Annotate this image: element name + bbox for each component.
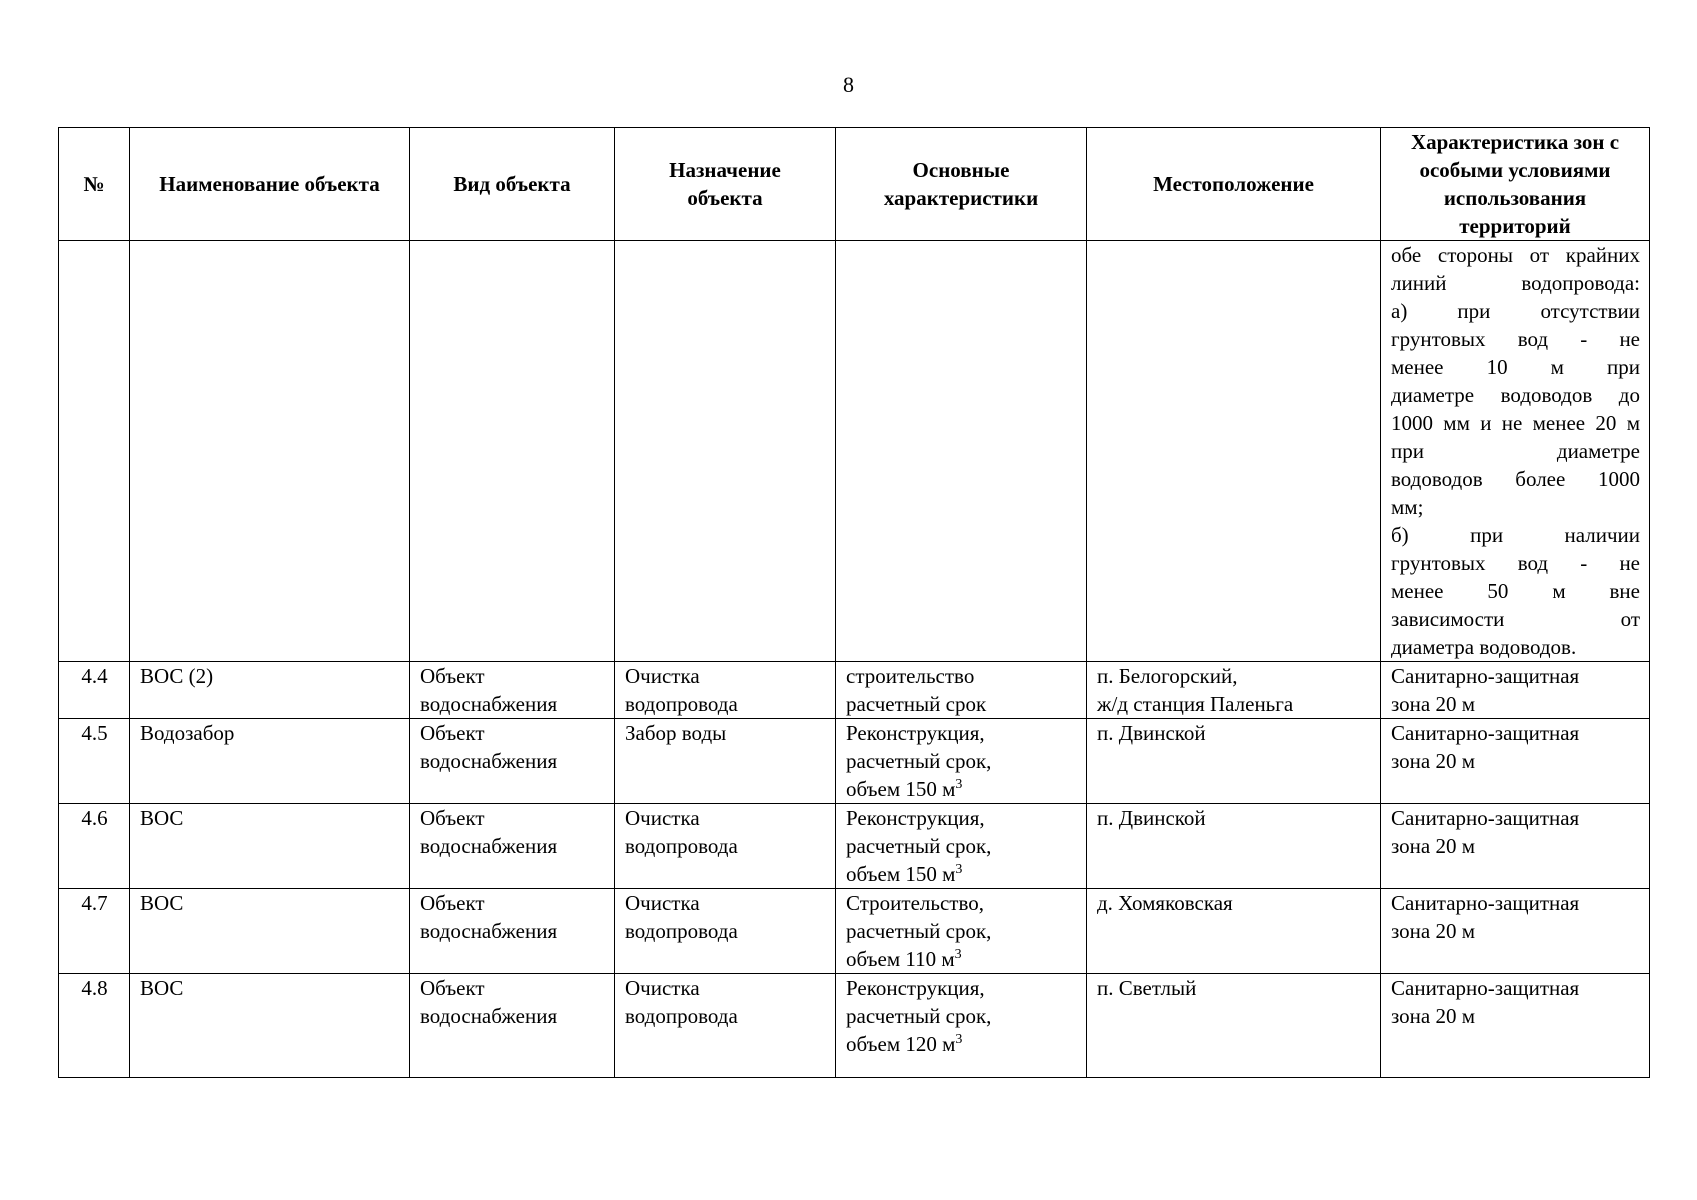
chars-line: расчетный срок, <box>846 919 992 943</box>
purpose-line: водопровода <box>625 834 738 858</box>
continuation-row <box>59 241 1650 662</box>
location-line: п. Светлый <box>1097 976 1197 1000</box>
header-object-purpose: Назначение объекта <box>615 128 836 241</box>
table-row <box>59 662 1650 719</box>
zone-line: Санитарно-защитная <box>1391 806 1580 830</box>
continuation-line: диаметре водоводов до <box>1391 383 1640 407</box>
zone-line: зона 20 м <box>1391 919 1476 943</box>
header-main-characteristics: Основные характеристики <box>836 128 1087 241</box>
continuation-line: при диаметре <box>1391 439 1640 463</box>
zone-line: Санитарно-защитная <box>1391 664 1580 688</box>
chars-line: Реконструкция, <box>846 976 985 1000</box>
purpose-line: Очистка <box>625 891 700 915</box>
purpose-line: Очистка <box>625 664 700 688</box>
row-number: 4.7 <box>59 889 130 974</box>
location <box>1087 719 1381 804</box>
table-row <box>59 804 1650 889</box>
header-zone-characteristics: Характеристика зон с особыми условиями использования территорий <box>1381 128 1650 241</box>
object-kind <box>410 662 615 719</box>
location-line: д. Хомяковская <box>1097 891 1233 915</box>
continuation-line: мм; <box>1391 495 1424 519</box>
main-characteristics <box>836 889 1087 974</box>
continuation-line: водоводов более 1000 <box>1391 467 1640 491</box>
chars-line: расчетный срок <box>846 692 987 716</box>
main-characteristics <box>836 974 1087 1078</box>
location-line: п. Двинской <box>1097 721 1206 745</box>
chars-line: расчетный срок, <box>846 749 992 773</box>
volume-exponent: 3 <box>955 1032 963 1047</box>
zone-line: Санитарно-защитная <box>1391 976 1580 1000</box>
continuation-cell-chars <box>836 241 1087 662</box>
volume-line <box>846 775 1077 803</box>
main-characteristics <box>836 804 1087 889</box>
row-number: 4.4 <box>59 662 130 719</box>
location <box>1087 662 1381 719</box>
object-purpose <box>615 804 836 889</box>
location <box>1087 974 1381 1078</box>
continuation-line: зависимости от <box>1391 607 1640 631</box>
location-line: ж/д станция Паленьга <box>1097 692 1294 716</box>
continuation-line: менее 50 м вне <box>1391 579 1640 603</box>
main-characteristics <box>836 719 1087 804</box>
zone-line: Санитарно-защитная <box>1391 721 1580 745</box>
zone-characteristics <box>1381 974 1650 1078</box>
location <box>1087 804 1381 889</box>
purpose-line: Очистка <box>625 976 700 1000</box>
object-purpose <box>615 662 836 719</box>
header-number: № <box>59 128 130 241</box>
object-kind <box>410 719 615 804</box>
object-name: Водозабор <box>130 719 410 804</box>
chars-line: расчетный срок, <box>846 834 992 858</box>
kind-line: водоснабжения <box>420 1004 558 1028</box>
chars-line: Реконструкция, <box>846 806 985 830</box>
object-name: ВОС <box>130 804 410 889</box>
continuation-line: диаметра водоводов. <box>1391 635 1577 659</box>
object-name: ВОС (2) <box>130 662 410 719</box>
zone-line: зона 20 м <box>1391 749 1476 773</box>
object-purpose <box>615 719 836 804</box>
continuation-line: грунтовых вод - не <box>1391 327 1640 351</box>
object-name: ВОС <box>130 974 410 1078</box>
volume-line <box>846 860 1077 888</box>
volume-line <box>846 1030 1077 1058</box>
zone-characteristics <box>1381 804 1650 889</box>
volume-exponent: 3 <box>955 862 963 877</box>
zone-characteristics <box>1381 889 1650 974</box>
location <box>1087 889 1381 974</box>
continuation-line: грунтовых вод - не <box>1391 551 1640 575</box>
table-header-row <box>59 128 1650 241</box>
continuation-line: 1000 мм и не менее 20 м <box>1391 411 1640 435</box>
kind-line: водоснабжения <box>420 919 558 943</box>
continuation-line: б) при наличии <box>1391 523 1640 547</box>
continuation-line: линий водопровода: <box>1391 271 1640 295</box>
row-number: 4.8 <box>59 974 130 1078</box>
object-kind <box>410 974 615 1078</box>
continuation-cell-purpose <box>615 241 836 662</box>
kind-line: Объект <box>420 664 485 688</box>
continuation-line: обе стороны от крайних <box>1391 243 1640 267</box>
main-characteristics <box>836 662 1087 719</box>
header-object-kind: Вид объекта <box>410 128 615 241</box>
object-purpose <box>615 974 836 1078</box>
chars-line: строительство <box>846 664 975 688</box>
kind-line: водоснабжения <box>420 692 558 716</box>
header-location: Местоположение <box>1087 128 1381 241</box>
chars-line: расчетный срок, <box>846 1004 992 1028</box>
zone-line: зона 20 м <box>1391 1004 1476 1028</box>
purpose-line: водопровода <box>625 919 738 943</box>
location-line: п. Двинской <box>1097 806 1206 830</box>
purpose-line: водопровода <box>625 692 738 716</box>
location-line: п. Белогорский, <box>1097 664 1238 688</box>
continuation-cell-number <box>59 241 130 662</box>
volume-text: объем 150 м <box>846 862 956 886</box>
purpose-line: Забор воды <box>625 721 727 745</box>
kind-line: Объект <box>420 891 485 915</box>
table-row <box>59 889 1650 974</box>
zone-line: зона 20 м <box>1391 834 1476 858</box>
volume-exponent: 3 <box>955 777 963 792</box>
continuation-cell-location <box>1087 241 1381 662</box>
continuation-line: менее 10 м при <box>1391 355 1640 379</box>
volume-line <box>846 945 1077 973</box>
object-purpose <box>615 889 836 974</box>
chars-line: Строительство, <box>846 891 984 915</box>
zone-characteristics <box>1381 719 1650 804</box>
row-number: 4.6 <box>59 804 130 889</box>
table-row <box>59 974 1650 1078</box>
kind-line: Объект <box>420 976 485 1000</box>
kind-line: водоснабжения <box>420 749 558 773</box>
table-row <box>59 719 1650 804</box>
continuation-line: а) при отсутствии <box>1391 299 1640 323</box>
kind-line: водоснабжения <box>420 834 558 858</box>
object-kind <box>410 889 615 974</box>
zone-line: зона 20 м <box>1391 692 1476 716</box>
kind-line: Объект <box>420 806 485 830</box>
volume-exponent: 3 <box>954 947 962 962</box>
header-object-name: Наименование объекта <box>130 128 410 241</box>
object-kind <box>410 804 615 889</box>
purpose-line: Очистка <box>625 806 700 830</box>
continuation-zone-text <box>1381 241 1650 662</box>
volume-text: объем 150 м <box>846 777 956 801</box>
zone-characteristics <box>1381 662 1650 719</box>
zone-line: Санитарно-защитная <box>1391 891 1580 915</box>
facilities-table <box>58 127 1650 1078</box>
kind-line: Объект <box>420 721 485 745</box>
volume-text: объем 120 м <box>846 1032 956 1056</box>
continuation-cell-kind <box>410 241 615 662</box>
object-name: ВОС <box>130 889 410 974</box>
row-number: 4.5 <box>59 719 130 804</box>
page-number: 8 <box>843 72 854 97</box>
continuation-cell-name <box>130 241 410 662</box>
volume-text: объем 110 м <box>846 947 955 971</box>
chars-line: Реконструкция, <box>846 721 985 745</box>
purpose-line: водопровода <box>625 1004 738 1028</box>
